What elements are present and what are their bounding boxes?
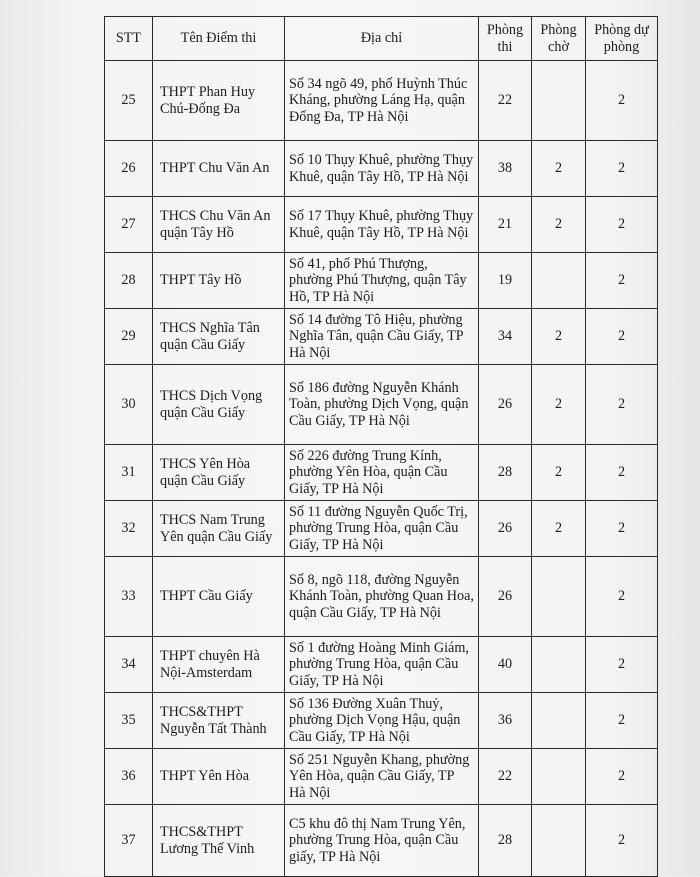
header-waiting-rooms-line1: Phòng	[540, 22, 577, 38]
row-waiting-rooms	[532, 61, 586, 141]
row-exam-site-name: THCS&THPT Nguyễn Tất Thành	[153, 693, 285, 749]
row-exam-site-name: THCS Dịch Vọng quận Cầu Giấy	[153, 365, 285, 445]
row-address: Số 34 ngõ 49, phố Huỳnh Thúc Kháng, phường Láng Hạ, quận Đống Đa, TP Hà Nội	[285, 61, 479, 141]
row-exam-site-name: THPT chuyên Hà Nội-Amsterdam	[153, 637, 285, 693]
row-stt: 26	[105, 141, 153, 197]
table-row	[105, 445, 658, 501]
row-reserve-rooms: 2	[586, 637, 658, 693]
table-row	[105, 309, 658, 365]
row-address: Số 17 Thụy Khuê, phường Thụy Khuê, quận Tây Hồ, TP Hà Nội	[285, 197, 479, 253]
row-exam-rooms: 28	[479, 805, 532, 877]
row-stt: 37	[105, 805, 153, 877]
row-stt: 28	[105, 253, 153, 309]
row-reserve-rooms: 2	[586, 805, 658, 877]
row-exam-site-name: THCS Chu Văn An quận Tây Hồ	[153, 197, 285, 253]
row-waiting-rooms	[532, 253, 586, 309]
row-exam-rooms: 26	[479, 557, 532, 637]
row-waiting-rooms	[532, 557, 586, 637]
row-waiting-rooms: 2	[532, 197, 586, 253]
row-exam-rooms: 34	[479, 309, 532, 365]
row-reserve-rooms: 2	[586, 253, 658, 309]
row-waiting-rooms	[532, 693, 586, 749]
header-address: Địa chỉ	[285, 17, 479, 61]
table-row	[105, 141, 658, 197]
row-waiting-rooms: 2	[532, 309, 586, 365]
table-header-row	[105, 17, 658, 61]
row-reserve-rooms: 2	[586, 197, 658, 253]
row-exam-rooms: 40	[479, 637, 532, 693]
table-row	[105, 197, 658, 253]
row-address: Số 186 đường Nguyễn Khánh Toàn, phường Dịch Vọng, quận Cầu Giấy, TP Hà Nội	[285, 365, 479, 445]
header-waiting-rooms-line2: chờ	[548, 38, 569, 55]
row-waiting-rooms	[532, 637, 586, 693]
row-reserve-rooms: 2	[586, 309, 658, 365]
row-stt: 29	[105, 309, 153, 365]
header-exam-rooms	[479, 17, 532, 61]
row-address: Số 41, phố Phú Thượng, phường Phú Thượng, quận Tây Hồ, TP Hà Nội	[285, 253, 479, 309]
row-stt: 33	[105, 557, 153, 637]
row-exam-site-name: THCS Nghĩa Tân quận Cầu Giấy	[153, 309, 285, 365]
row-exam-rooms: 26	[479, 365, 532, 445]
row-stt: 27	[105, 197, 153, 253]
table-row	[105, 637, 658, 693]
row-address: C5 khu đô thị Nam Trung Yên, phường Trung Hòa, quận Cầu giấy, TP Hà Nội	[285, 805, 479, 877]
row-exam-rooms: 28	[479, 445, 532, 501]
row-exam-rooms: 22	[479, 749, 532, 805]
row-reserve-rooms: 2	[586, 61, 658, 141]
row-address: Số 11 đường Nguyễn Quốc Trị, phường Trung Hòa, quận Cầu Giấy, TP Hà Nội	[285, 501, 479, 557]
header-exam-rooms-line2: thi	[497, 38, 513, 55]
row-stt: 34	[105, 637, 153, 693]
row-stt: 36	[105, 749, 153, 805]
table-row	[105, 749, 658, 805]
row-reserve-rooms: 2	[586, 445, 658, 501]
row-waiting-rooms: 2	[532, 365, 586, 445]
row-exam-site-name: THCS Nam Trung Yên quận Cầu Giấy	[153, 501, 285, 557]
header-exam-rooms-line1: Phòng	[486, 22, 524, 38]
row-stt: 31	[105, 445, 153, 501]
row-reserve-rooms: 2	[586, 501, 658, 557]
table-row	[105, 501, 658, 557]
row-exam-rooms: 36	[479, 693, 532, 749]
row-reserve-rooms: 2	[586, 749, 658, 805]
table-row	[105, 61, 658, 141]
row-stt: 35	[105, 693, 153, 749]
row-exam-rooms: 21	[479, 197, 532, 253]
header-exam-site: Tên Điểm thi	[153, 17, 285, 61]
row-address: Số 1 đường Hoàng Minh Giám, phường Trung Hòa, quận Cầu Giấy, TP Hà Nội	[285, 637, 479, 693]
row-reserve-rooms: 2	[586, 365, 658, 445]
row-exam-site-name: THPT Tây Hồ	[153, 253, 285, 309]
row-exam-site-name: THPT Chu Văn An	[153, 141, 285, 197]
row-stt: 30	[105, 365, 153, 445]
header-reserve-rooms-line2: phòng	[603, 38, 640, 55]
header-waiting-rooms	[532, 17, 586, 61]
row-address: Số 8, ngõ 118, đường Nguyễn Khánh Toàn, phường Quan Hoa, quận Cầu Giấy, TP Hà Nội	[285, 557, 479, 637]
row-waiting-rooms: 2	[532, 445, 586, 501]
row-address: Số 136 Đường Xuân Thuỷ, phường Dịch Vọng Hậu, quận Cầu Giấy, TP Hà Nội	[285, 693, 479, 749]
row-exam-site-name: THPT Yên Hòa	[153, 749, 285, 805]
row-exam-rooms: 19	[479, 253, 532, 309]
table-row	[105, 693, 658, 749]
row-exam-site-name: THPT Cầu Giấy	[153, 557, 285, 637]
row-address: Số 14 đường Tô Hiệu, phường Nghĩa Tân, quận Cầu Giấy, TP Hà Nội	[285, 309, 479, 365]
row-waiting-rooms: 2	[532, 501, 586, 557]
row-waiting-rooms	[532, 805, 586, 877]
table-row	[105, 557, 658, 637]
row-exam-rooms: 22	[479, 61, 532, 141]
header-reserve-rooms-line1: Phòng dự	[594, 22, 649, 38]
row-exam-site-name: THPT Phan Huy Chú-Đống Đa	[153, 61, 285, 141]
row-exam-rooms: 38	[479, 141, 532, 197]
row-address: Số 226 đường Trung Kính, phường Yên Hòa, quận Cầu Giấy, TP Hà Nội	[285, 445, 479, 501]
row-stt: 32	[105, 501, 153, 557]
row-exam-site-name: THCS&THPT Lương Thế Vinh	[153, 805, 285, 877]
row-exam-site-name: THCS Yên Hòa quận Cầu Giấy	[153, 445, 285, 501]
table-row	[105, 365, 658, 445]
row-address: Số 10 Thụy Khuê, phường Thụy Khuê, quận Tây Hồ, TP Hà Nội	[285, 141, 479, 197]
exam-sites-table	[104, 16, 658, 877]
row-reserve-rooms: 2	[586, 557, 658, 637]
row-reserve-rooms: 2	[586, 141, 658, 197]
table-row	[105, 253, 658, 309]
table-row	[105, 805, 658, 877]
row-waiting-rooms	[532, 749, 586, 805]
row-stt: 25	[105, 61, 153, 141]
row-address: Số 251 Nguyễn Khang, phường Yên Hòa, quận Cầu Giấy, TP Hà Nội	[285, 749, 479, 805]
row-waiting-rooms: 2	[532, 141, 586, 197]
row-reserve-rooms: 2	[586, 693, 658, 749]
row-exam-rooms: 26	[479, 501, 532, 557]
header-reserve-rooms	[586, 17, 658, 61]
header-stt: STT	[105, 17, 153, 61]
